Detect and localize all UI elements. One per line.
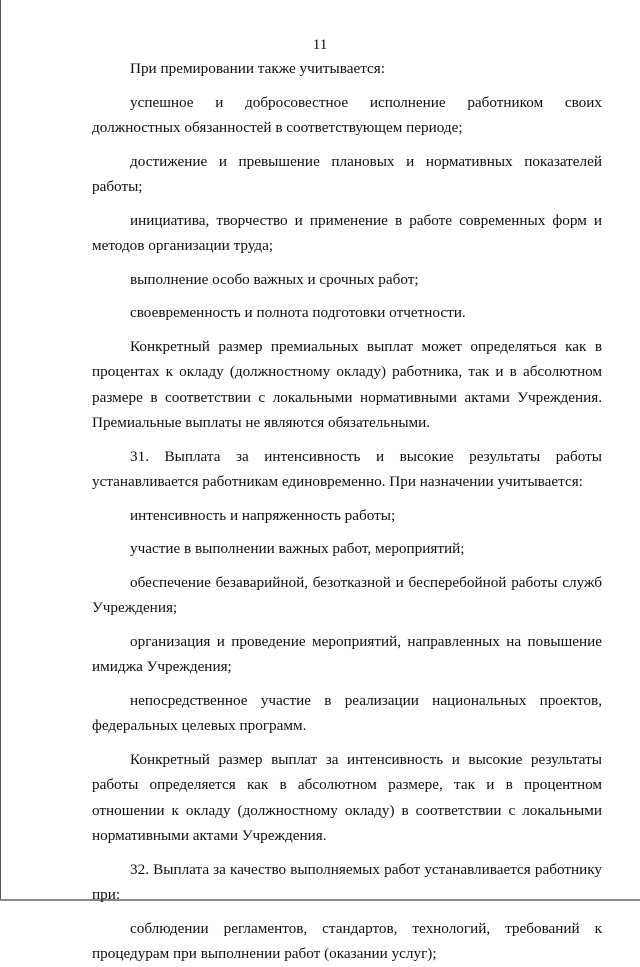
paragraph: При премировании также учитывается: <box>130 60 385 77</box>
paragraph: достижение и превышение плановых и нормативных показателей работы; <box>92 152 602 195</box>
page-number: 11 <box>312 36 328 53</box>
paragraph: обеспечение безаварийной, безотказной и бесперебойной работы служб Учреждения; <box>92 573 602 616</box>
paragraph: инициатива, творчество и применение в работе современных форм и методов организации труда; <box>92 211 602 254</box>
paragraph: соблюдении регламентов, стандартов, технологий, требований к процедурам при выполнении работ (оказании услуг); <box>92 919 602 962</box>
paragraph: организация и проведение мероприятий, направленных на повышение имиджа Учреждения; <box>92 632 602 675</box>
paragraph: 31. Выплата за интенсивность и высокие результаты работы устанавливается работникам единовременно. При назначении учитывается: <box>92 447 602 490</box>
paragraph: участие в выполнении важных работ, мероприятий; <box>130 540 465 557</box>
scan-edge-left <box>0 0 1 901</box>
paragraph: Конкретный размер премиальных выплат может определяться как в процентах к окладу (должностному окладу) работника, так и в абсолютном размере в соответствии с локальными нормативными актами Учреждения. Премиальные выплаты не являются обязательными. <box>92 337 602 431</box>
paragraph: 32. Выплата за качество выполняемых работ устанавливается работнику при: <box>92 860 602 903</box>
paragraph: интенсивность и напряженность работы; <box>130 506 396 524</box>
document-body <box>92 56 602 967</box>
paragraph: успешное и добросовестное исполнение работником своих должностных обязанностей в соответствующем периоде; <box>92 93 602 136</box>
paragraph: своевременность и полнота подготовки отчетности. <box>130 304 466 321</box>
paragraph: выполнение особо важных и срочных работ; <box>130 270 419 288</box>
paragraph: Конкретный размер выплат за интенсивность и высокие результаты работы определяется как в абсолютном размере, так и в процентном отношении к окладу (должностному окладу) в соответствии с локальными нормативными актами Учреждения. <box>92 750 602 844</box>
paragraph: непосредственное участие в реализации национальных проектов, федеральных целевых программ. <box>92 691 602 734</box>
